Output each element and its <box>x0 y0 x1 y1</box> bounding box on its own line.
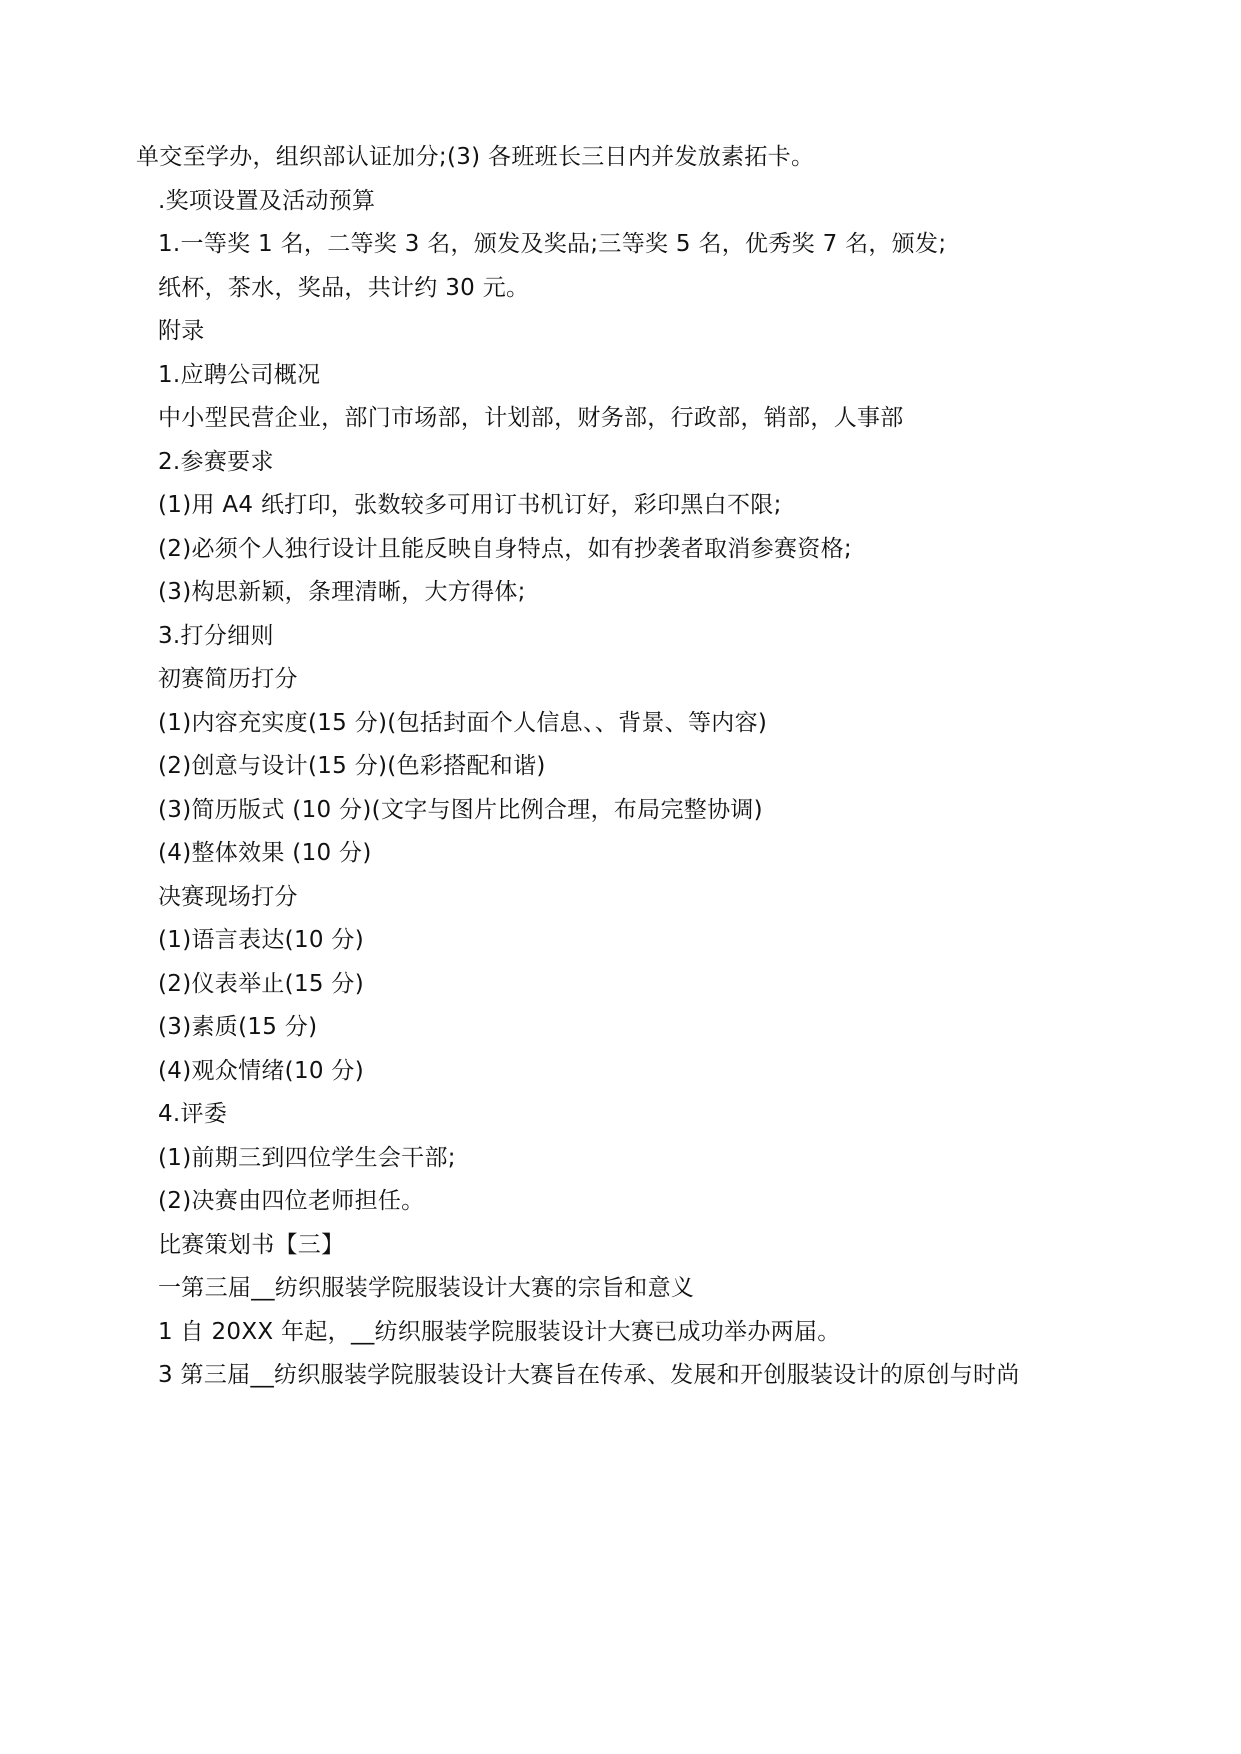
list-item: (2)必须个人独行设计且能反映自身特点，如有抄袭者取消参赛资格; <box>158 536 852 562</box>
text-line: 中小型民营企业，部门市场部，计划部，财务部，行政部，销部，人事部 <box>158 405 904 431</box>
list-item: (1)前期三到四位学生会干部; <box>158 1145 456 1171</box>
section-heading: 4.评委 <box>158 1101 228 1127</box>
text-line: 1 自 20XX 年起，__纺织服装学院服装设计大赛已成功举办两届。 <box>158 1319 841 1345</box>
section-heading: .奖项设置及活动预算 <box>158 188 376 214</box>
section-heading: 一第三届__纺织服装学院服装设计大赛的宗旨和意义 <box>158 1275 695 1301</box>
document-title: 比赛策划书【三】 <box>158 1232 345 1258</box>
list-item: (3)构思新颖，条理清晰，大方得体; <box>158 579 526 605</box>
section-heading: 2.参赛要求 <box>158 449 274 475</box>
section-heading: 附录 <box>158 318 205 344</box>
subsection-heading: 决赛现场打分 <box>158 884 298 910</box>
text-line: 纸杯，茶水，奖品，共计约 30 元。 <box>158 275 530 301</box>
list-item: (2)仪表举止(15 分) <box>158 971 365 997</box>
list-item: (3)素质(15 分) <box>158 1014 318 1040</box>
list-item: (1)用 A4 纸打印，张数较多可用订书机订好，彩印黑白不限; <box>158 492 782 518</box>
list-item: (2)决赛由四位老师担任。 <box>158 1188 425 1214</box>
list-item: (1)内容充实度(15 分)(包括封面个人信息、、背景、等内容) <box>158 710 768 736</box>
text-line: 3 第三届__纺织服装学院服装设计大赛旨在传承、发展和开创服装设计的原创与时尚 <box>158 1362 1020 1388</box>
list-item: (3)简历版式 (10 分)(文字与图片比例合理，布局完整协调) <box>158 797 763 823</box>
list-item: (4)观众情绪(10 分) <box>158 1058 365 1084</box>
list-item: (4)整体效果 (10 分) <box>158 840 372 866</box>
section-heading: 1.应聘公司概况 <box>158 362 321 388</box>
subsection-heading: 初赛简历打分 <box>158 666 298 692</box>
list-item: (1)语言表达(10 分) <box>158 927 365 953</box>
text-line: 1.一等奖 1 名，二等奖 3 名，颁发及奖品;三等奖 5 名，优秀奖 7 名，颁发; <box>158 231 947 257</box>
text-line: 单交至学办，组织部认证加分;(3) 各班班长三日内并发放素拓卡。 <box>136 144 815 170</box>
list-item: (2)创意与设计(15 分)(色彩搭配和谐) <box>158 753 546 779</box>
section-heading: 3.打分细则 <box>158 623 274 649</box>
